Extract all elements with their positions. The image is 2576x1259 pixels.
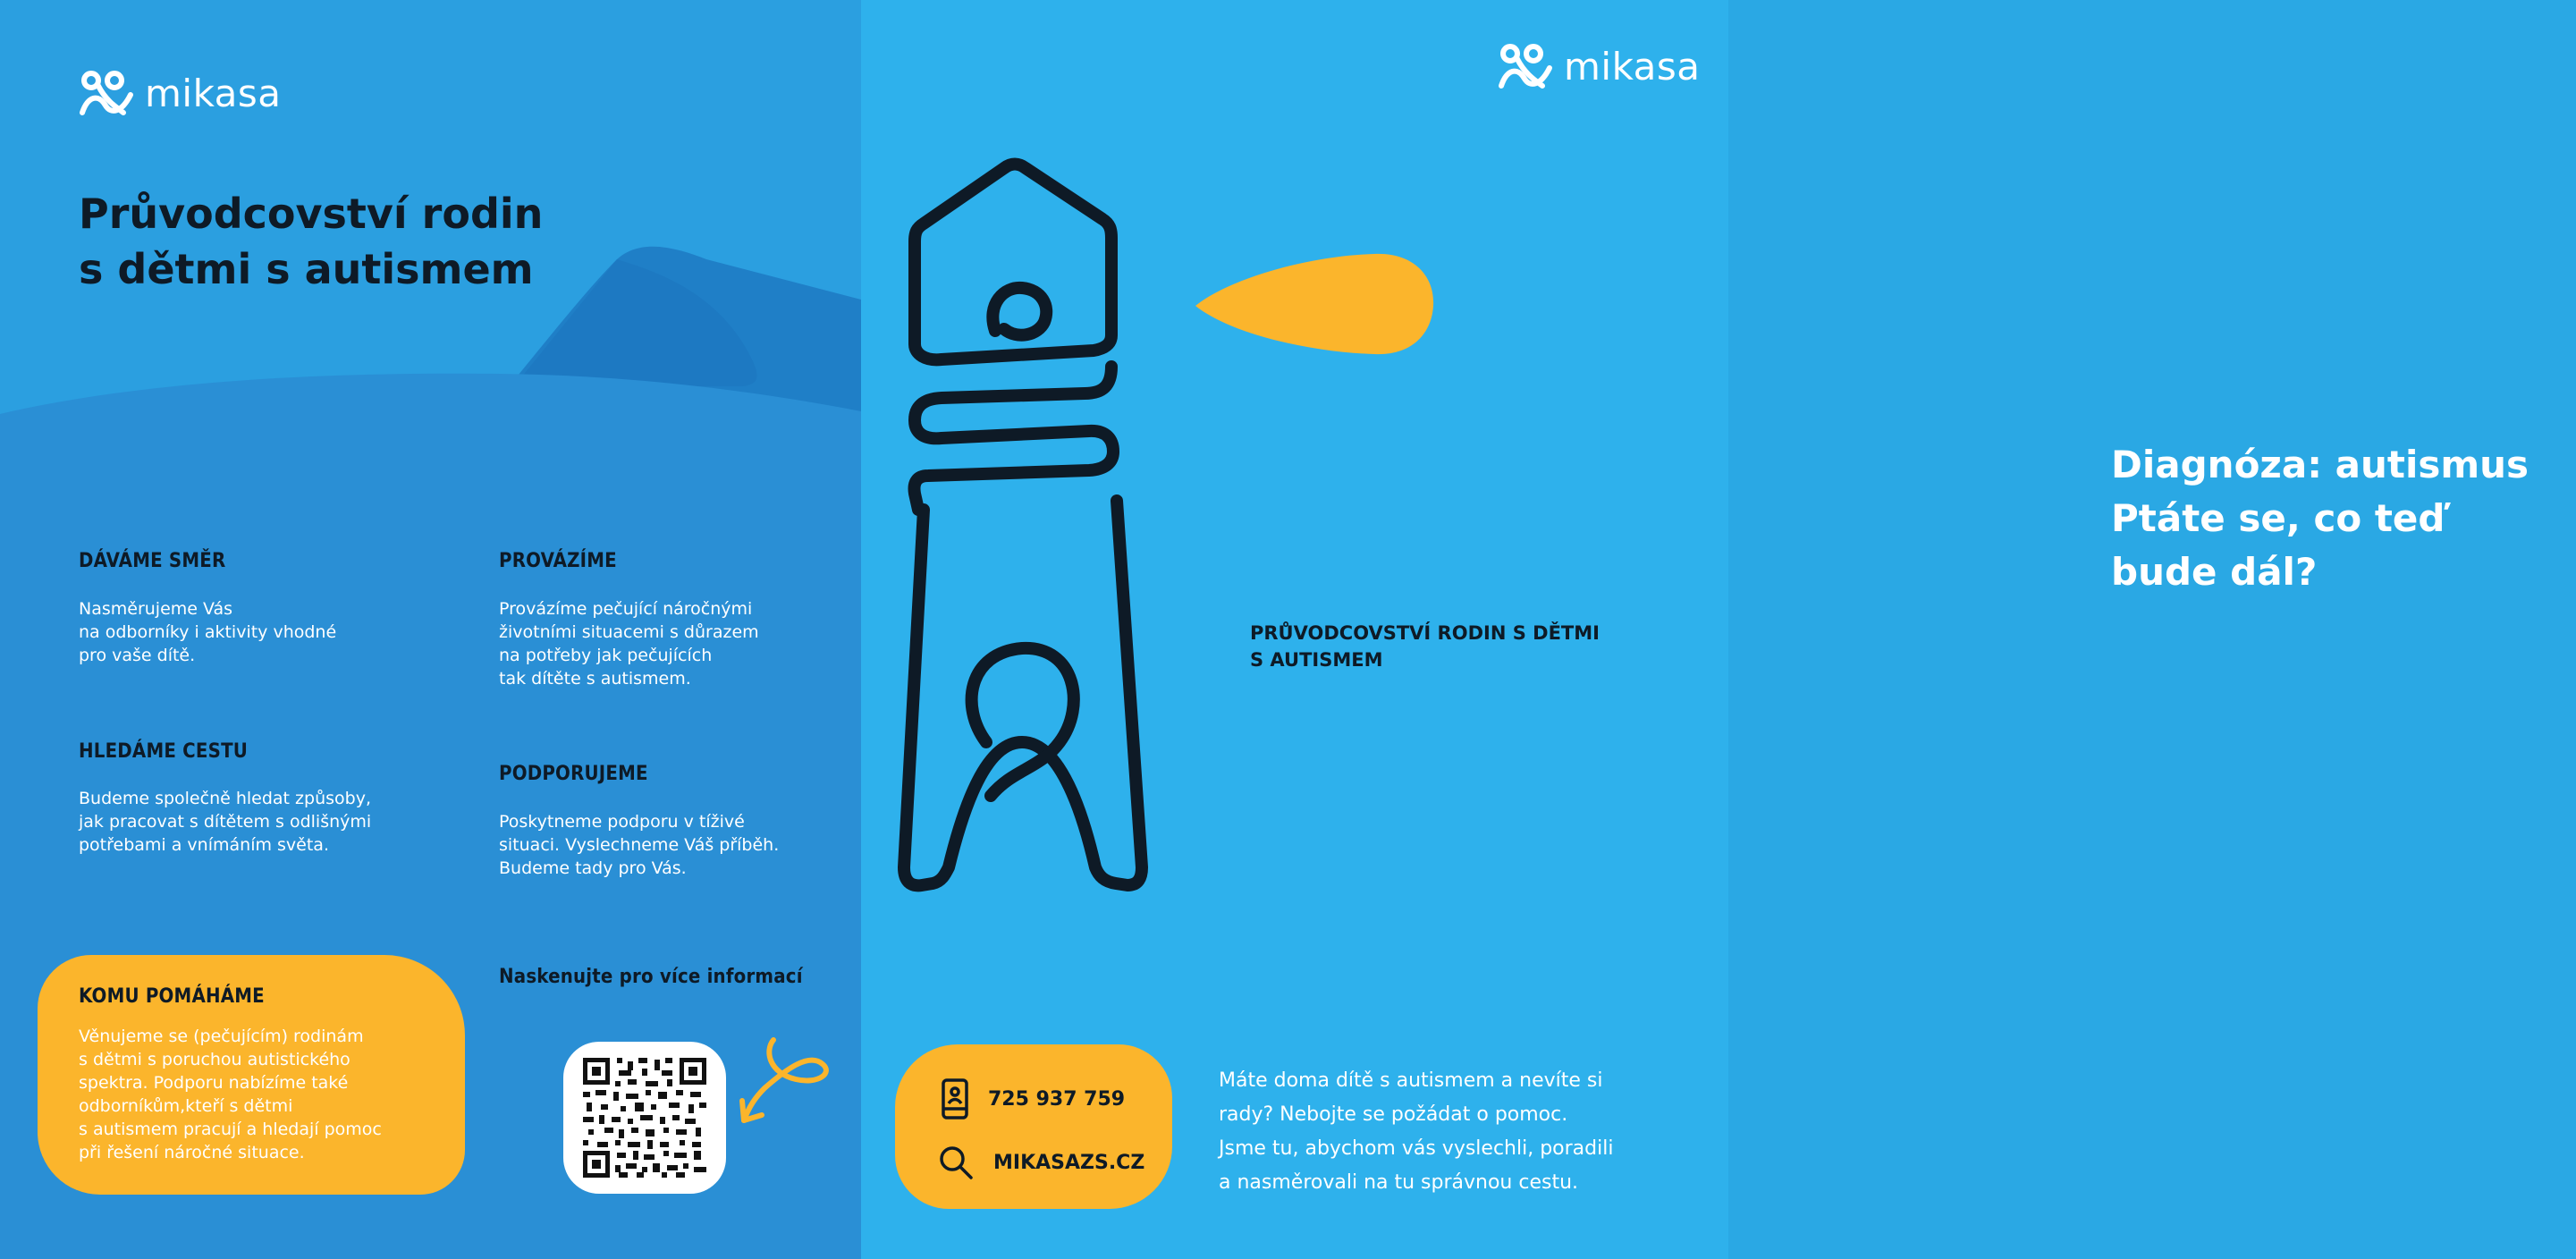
right-panel [861,0,2530,1259]
section-heading-podporujeme: PODPORUJEME [499,763,648,785]
lighthouse-illustration [888,152,1210,912]
help-box [38,955,465,1195]
section-text-podporujeme: Poskytneme podporu v tíživé situaci. Vyslechneme Váš příběh. Budeme tady pro Vás. [499,812,780,878]
right-heading-line-2: Ptáte se, co teď [2111,496,2445,540]
section-heading-davame-smer: DÁVÁME SMĚR [79,550,226,572]
help-box-text: Věnujeme se (pečujícím) rodinám s dětmi s poruchou autistického spektra. Podporu nabízíme také odborníkům,kteří s dětmi s autismem pracují a hledají pomoc při řešení náročné situace. [79,1027,382,1162]
curly-arrow-icon [733,1033,840,1131]
section-text-davame-smer: Nasměrujeme Vás na odborníky i aktivity vhodné pro vaše dítě. [79,599,337,665]
help-box-heading: KOMU POMÁHÁME [79,985,265,1008]
website-link[interactable]: MIKASAZS.CZ [993,1151,1145,1174]
mikasa-logo-right [1498,43,1701,89]
contact-box [895,1044,1172,1209]
title-line-2: s dětmi s autismem [79,245,534,293]
section-text-provazime: Provázíme pečující náročnými životními situacemi s důrazem na potřeby jak pečujících tak dítěte s autismem. [499,599,759,689]
right-subheading-line-2: S AUTISMEM [1250,649,1383,671]
search-icon [938,1145,974,1180]
phone-row[interactable] [942,1078,1125,1120]
right-body-text: Máte doma dítě s autismem a nevíte si rady? Nebojte se požádat o pomoc. Jsme tu, abychom vás vyslechli, poradili a nasměrovali na tu správnou cestu. [1219,1069,1614,1194]
right-subheading-line-1: PRŮVODCOVSTVÍ RODIN S DĚTMI [1250,622,1600,644]
right-heading [2111,438,2576,599]
title-line-1: Průvodcovství rodin [79,190,544,238]
left-panel [0,0,861,1259]
mikasa-logo [79,70,282,116]
right-heading-line-1: Diagnóza: autismus [2111,443,2530,486]
logo-text: mikasa [1564,44,1701,89]
phone-icon [942,1078,968,1120]
section-text-hledame-cestu: Budeme společně hledat způsoby, jak pracovat s dítětem s odlišnými potřebami a vnímáním světa. [79,789,372,855]
section-heading-provazime: PROVÁZÍME [499,550,617,572]
light-beam-shape [1195,250,1437,358]
page-title [79,186,615,297]
qr-card[interactable] [563,1042,726,1194]
scan-label: Naskenujte pro více informací [499,966,803,988]
section-heading-hledame-cestu: HLEDÁME CESTU [79,740,249,763]
web-row[interactable] [938,1145,1144,1180]
logo-text: mikasa [145,71,282,115]
mikasa-logo-icon [1498,43,1555,89]
qr-code[interactable] [583,1058,706,1178]
right-heading-line-3: bude dál? [2111,550,2318,594]
right-subheading [1250,620,1626,673]
mikasa-logo-icon [79,70,136,116]
phone-number[interactable]: 725 937 759 [988,1087,1126,1111]
